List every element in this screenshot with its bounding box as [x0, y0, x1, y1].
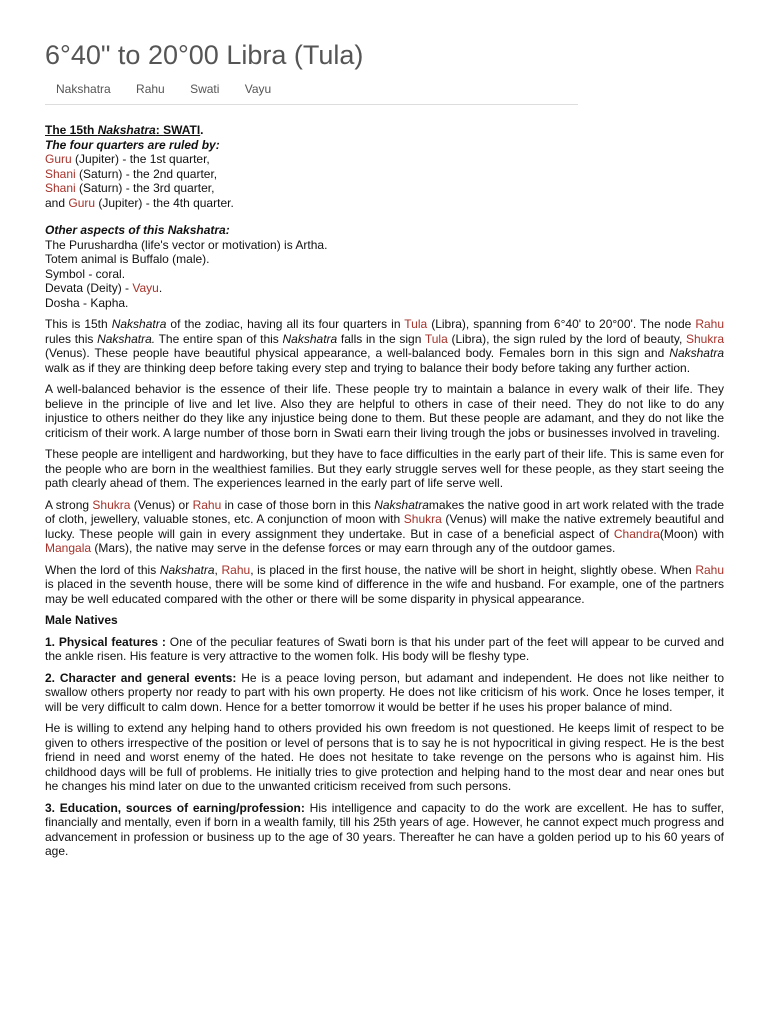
inline-link[interactable]: Shukra	[92, 497, 131, 512]
text-run: ,	[214, 562, 222, 577]
text-run: is placed in the seventh house, there will be some kind of difference in the wife and husband. For example, one of the partners may be well educated compared with the other or there will be some disparity in physical appearance.	[45, 577, 724, 606]
text-run: (Venus) or	[130, 497, 193, 512]
tag-link[interactable]: Rahu	[136, 82, 165, 96]
inline-link[interactable]: Tula	[404, 317, 428, 331]
italic-term: Nakshatra	[111, 317, 167, 331]
inline-link[interactable]: Rahu	[695, 317, 724, 331]
quarter-line	[45, 152, 724, 167]
aspects-heading: Other aspects of this Nakshatra:	[45, 223, 230, 237]
planet-link[interactable]: Shani	[45, 181, 76, 195]
inline-link[interactable]: Shukra	[685, 331, 725, 346]
bold-label: 3. Education, sources of earning/profession:	[45, 800, 305, 815]
tag-link[interactable]: Swati	[190, 82, 220, 96]
totem-line: Totem animal is Buffalo (male).	[45, 252, 210, 266]
tag-link[interactable]: Nakshatra	[56, 82, 111, 96]
deity-link[interactable]: Vayu	[132, 281, 159, 295]
text-run: The entire span of this	[155, 331, 283, 346]
aspects-section	[45, 223, 724, 310]
text-run: of the zodiac, having all its four quarters in	[166, 317, 405, 331]
text-run: falls in the sign	[337, 331, 425, 346]
planet-link[interactable]: Shani	[45, 166, 76, 181]
tag-list	[56, 82, 293, 96]
text-run: (Venus). These people have beautiful physical appearance, a well-balanced body. Females born in this sign and	[45, 346, 670, 360]
text-run: A well-balanced behavior is the essence of their life. These people try to maintain a balance in every walk of their life. They believe in the principle of live and let live. Also they are helpful to others in case of their need. They do not like to do any injustice to others neither do they like any injustice being done to them. But these people are adamant, and they do not like the criticism of their work. A large number of those born in Swati earn their living trough the jobs or businesses involved in traveling.	[45, 382, 724, 440]
text-run: (Libra), the sign ruled by the lord of beauty,	[447, 331, 686, 346]
bold-label: 1. Physical features :	[45, 634, 166, 649]
article-paragraph	[45, 447, 724, 491]
devata-label: Devata (Deity) -	[45, 281, 133, 295]
article-paragraphs	[45, 317, 724, 859]
page-title: 6°40" to 20°00 Libra (Tula)	[45, 40, 364, 70]
quarter-line	[45, 181, 724, 196]
article-paragraph	[45, 635, 724, 664]
italic-term: Nakshatra	[374, 497, 429, 512]
tag-link[interactable]: Vayu	[244, 82, 272, 96]
article-paragraph	[45, 563, 724, 607]
ruled-by-heading: The four quarters are ruled by:	[45, 137, 220, 152]
text-run: (Venus) will make the native extremely beautiful and lucky. These people will gain in every assignment they undertake. But in case of a beneficial aspect of	[45, 512, 724, 541]
inline-link[interactable]: Shukra	[403, 512, 442, 526]
text-run: He is a peace loving person, but adamant and independent. He does not like neither to swallow others property nor ready to part with his own property. He does not like criticism of his work. Once he loses temper, it will be very difficult to calm down. Hence for a better tomorrow it would be better if he uses his proper balance of mind.	[45, 670, 724, 714]
inline-link[interactable]: Chandra	[613, 526, 660, 541]
quarter-line	[45, 167, 724, 182]
section-heading	[45, 123, 724, 138]
article-paragraph	[45, 801, 724, 859]
article-body	[45, 123, 724, 866]
heading-swati: SWATI	[163, 123, 201, 137]
text-run: makes the native good in art work related with the trade of cloth, jewellery, valuable stones, etc. A conjunction of moon with	[45, 497, 724, 526]
inline-link[interactable]: Tula	[424, 331, 448, 346]
text-run: One of the peculiar features of Swati born is that his under part of the feet will appear to be curved and the ankle risen. His feature is very attractive to the women folk. His body will be fleshy type.	[45, 634, 724, 663]
planet-link[interactable]: Guru	[45, 152, 72, 166]
quarter-line	[45, 196, 724, 211]
quarter-text: (Jupiter) - the 4th quarter.	[95, 195, 234, 210]
italic-term: Nakshatra	[159, 562, 215, 577]
text-run: When the lord of this	[45, 562, 160, 577]
text-run: A strong	[45, 497, 93, 512]
quarter-text: (Saturn) - the 2nd quarter,	[75, 166, 218, 181]
heading-underlined	[45, 123, 200, 137]
inline-link[interactable]: Mangala	[45, 541, 92, 555]
heading-colon: :	[155, 123, 164, 137]
text-run: rules this	[45, 331, 98, 346]
text-run: These people are intelligent and hardworking, but they have to face difficulties in the early part of their life. This is same even for the people who are born in the wealthiest families. But they early struggle serves well for these people, as they start seeing the path clearly ahead of them. The experiences learned in the early part of life serve well.	[45, 447, 724, 490]
bold-label: 2. Character and general events:	[45, 670, 237, 685]
article-paragraph	[45, 613, 724, 628]
article-paragraph	[45, 671, 724, 715]
purushardha-line: The Purushardha (life's vector or motivation) is Artha.	[45, 237, 328, 252]
text-run: (Moon) with	[659, 526, 724, 541]
text-run: This is 15th	[45, 317, 112, 331]
text-run: walk as if they are thinking deep before taking every step and trying to balance their body before taking any further action.	[45, 360, 691, 375]
text-run: His intelligence and capacity to do the work are excellent. He has to suffer, financially and mentally, even if born in a wealth family, till his 25th years of age. However, he cannot expect much progress and advancement in profession or business up to the age of 30 years. Thereafter he can have a golden period up to his 60 years of age.	[45, 800, 724, 858]
text-run: , is placed in the first house, the native will be short in height, slightly obese. When	[250, 562, 696, 577]
heading-prefix: The 15th	[45, 123, 98, 137]
article-paragraph	[45, 498, 724, 556]
symbol-line: Symbol - coral.	[45, 266, 126, 281]
heading-period: .	[200, 123, 204, 137]
italic-term: Nakshatra	[282, 331, 338, 346]
bold-label: Male Natives	[45, 613, 118, 627]
article-paragraph	[45, 721, 724, 794]
devata-line	[45, 281, 724, 296]
article-paragraph	[45, 382, 724, 440]
italic-term: Nakshatra	[669, 346, 724, 360]
quarter-text: (Jupiter) - the 1st quarter,	[71, 152, 210, 166]
quarter-text: (Saturn) - the 3rd quarter,	[75, 181, 215, 195]
text-run: (Libra), spanning from 6°40' to 20°00'. The node	[427, 317, 696, 331]
inline-link[interactable]: Rahu	[192, 497, 222, 512]
text-run: in case of those born in this	[221, 497, 375, 512]
planet-link[interactable]: Guru	[68, 195, 96, 210]
heading-nakshatra: Nakshatra	[97, 123, 156, 137]
inline-link[interactable]: Rahu	[695, 562, 724, 577]
divider	[45, 104, 578, 105]
inline-link[interactable]: Rahu	[221, 562, 251, 577]
article-paragraph	[45, 317, 724, 375]
text-run: (Mars), the native may serve in the defense forces or may earn through any of the outdoor games.	[91, 541, 616, 555]
dosha-line: Dosha - Kapha.	[45, 295, 129, 310]
italic-term: Nakshatra.	[97, 331, 156, 346]
devata-end: .	[158, 281, 163, 295]
quarter-lead: and	[45, 195, 69, 210]
quarters-section	[45, 123, 724, 210]
text-run: He is willing to extend any helping hand to others provided his own freedom is not questioned. He keeps limit of respect to be given to others irrespective of the position or level of persons that is to say he is not hypocritical in giving respect. He is the best friend in need and worst enemy of the hated. He does not hesitate to take revenge on the persons who is against him. His childhood days will be full of problems. He initially tries to give protection and helping hand to the most dear and near ones but he changes his mind later on due to the unwanted criticism received from such persons.	[45, 721, 724, 793]
